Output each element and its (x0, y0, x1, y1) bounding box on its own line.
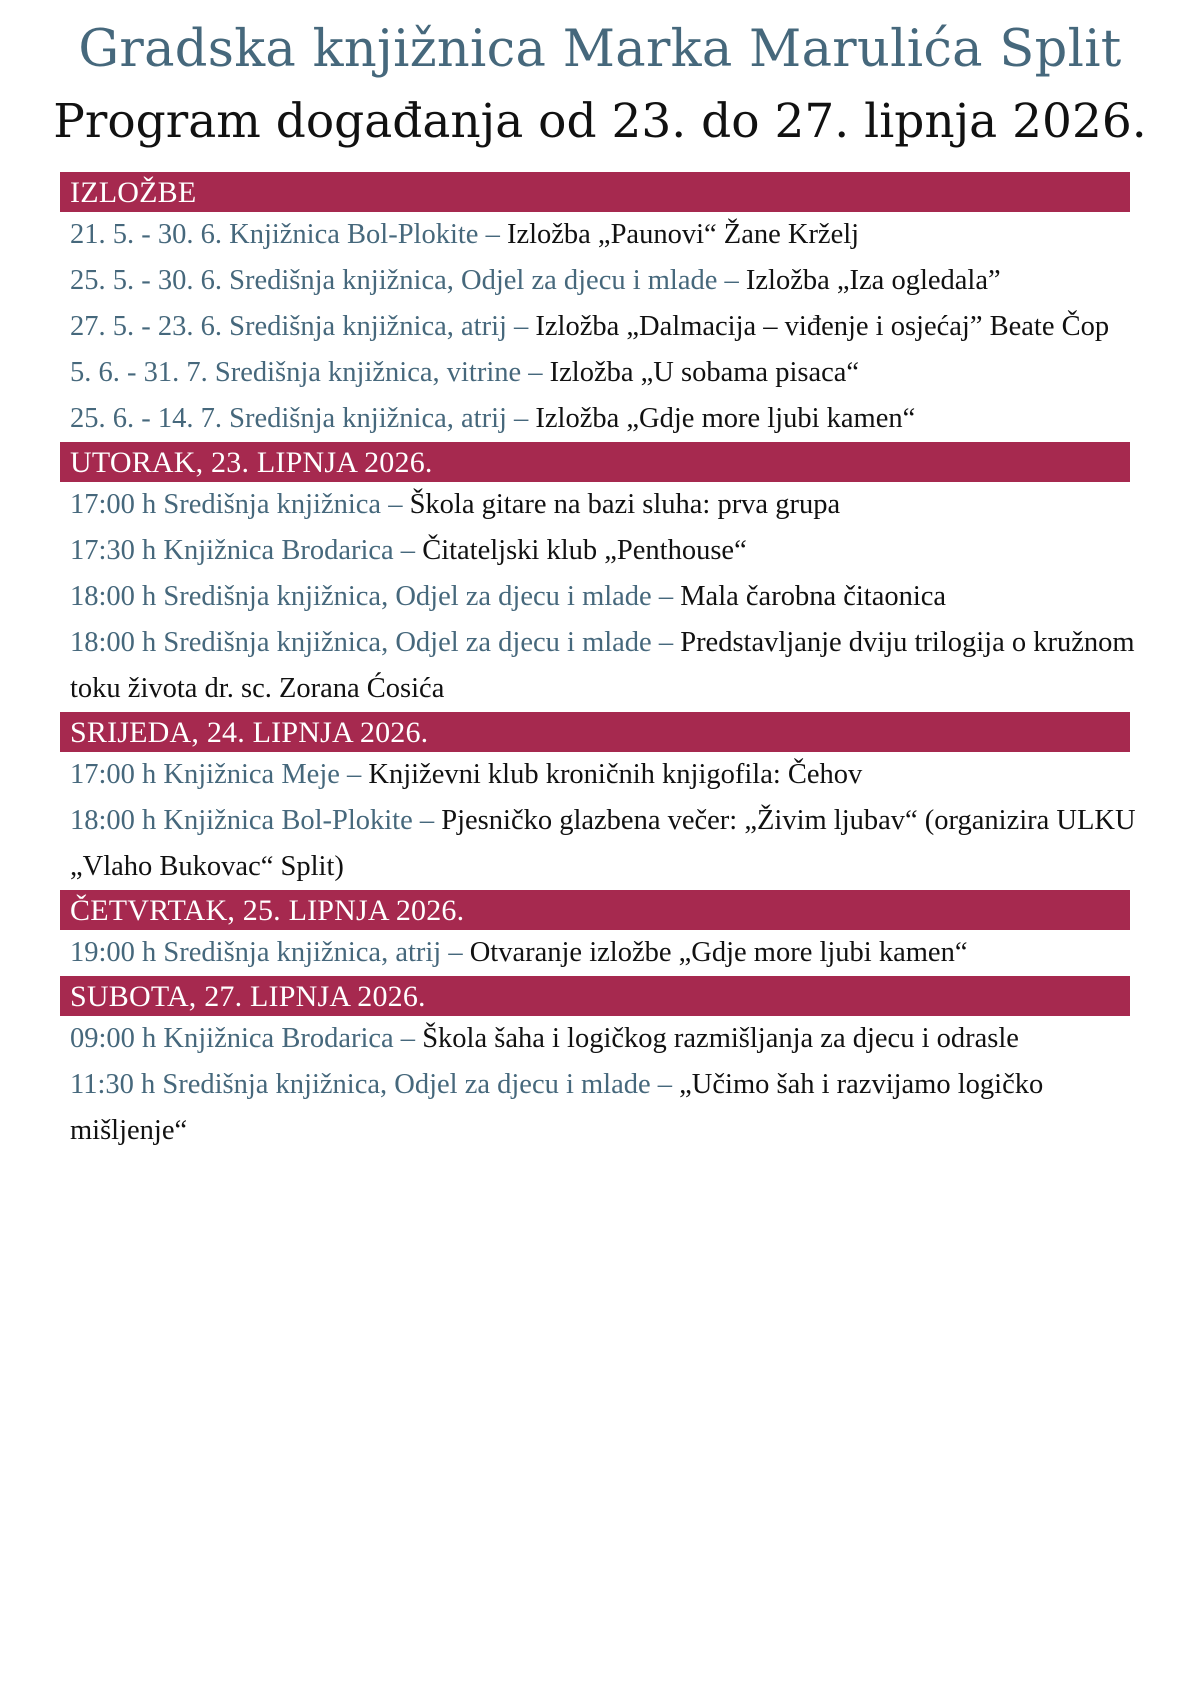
event-text: Predstavljanje dviju trilogija o kružnom toku života dr. sc. Zorana Ćosića (70, 627, 1135, 704)
event-lead: 18:00 h Središnja knjižnica, Odjel za djecu i mlade – (70, 581, 681, 612)
event-text: Čitateljski klub „Penthouse“ (422, 535, 747, 566)
event-text: Mala čarobna čitaonica (680, 581, 947, 612)
library-title: Gradska knjižnica Marka Marulića Split (78, 20, 1122, 79)
event-text: Izložba „Gdje more ljubi kamen“ (535, 403, 916, 434)
section-heading-exhibitions: IZLOŽBE (60, 172, 1130, 212)
event-entry (60, 1016, 1140, 1062)
event-entry (60, 798, 1140, 890)
section-heading-tuesday: UTORAK, 23. LIPNJA 2026. (60, 442, 1130, 482)
event-lead: 19:00 h Središnja knjižnica, atrij – (70, 937, 470, 968)
event-entry (60, 482, 1140, 528)
event-lead: 25. 5. - 30. 6. Središnja knjižnica, Odjel za djecu i mlade – (70, 265, 746, 296)
event-text: Izložba „Paunovi“ Žane Krželj (506, 219, 860, 250)
event-lead: 27. 5. - 23. 6. Središnja knjižnica, atrij – (70, 311, 536, 342)
section-heading-saturday: SUBOTA, 27. LIPNJA 2026. (60, 976, 1130, 1016)
event-entry (60, 212, 1140, 258)
event-entry (60, 574, 1140, 620)
event-lead: 18:00 h Knjižnica Bol-Plokite – (70, 805, 442, 836)
event-lead: 17:00 h Knjižnica Meje – (70, 759, 369, 790)
event-lead: 18:00 h Središnja knjižnica, Odjel za djecu i mlade – (70, 627, 681, 658)
event-entry (60, 1062, 1140, 1154)
event-entry (60, 930, 1140, 976)
event-text: Škola gitare na bazi sluha: prva grupa (409, 489, 841, 520)
event-lead: 21. 5. - 30. 6. Knjižnica Bol-Plokite – (70, 219, 507, 250)
event-entry (60, 752, 1140, 798)
event-lead: 11:30 h Središnja knjižnica, Odjel za djecu i mlade – (70, 1069, 680, 1100)
event-text: Škola šaha i logičkog razmišljanja za djecu i odrasle (422, 1023, 1019, 1054)
event-lead: 09:00 h Knjižnica Brodarica – (70, 1023, 423, 1054)
event-entry (60, 620, 1140, 712)
program-content (60, 172, 1140, 1154)
event-entry (60, 304, 1140, 350)
event-entry (60, 528, 1140, 574)
event-entry (60, 396, 1140, 442)
section-heading-thursday: ČETVRTAK, 25. LIPNJA 2026. (60, 890, 1130, 930)
event-text: „Učimo šah i razvijamo logičko mišljenje“ (70, 1069, 1044, 1146)
event-text: Otvaranje izložbe „Gdje more ljubi kamen“ (469, 937, 968, 968)
event-text: Izložba „Dalmacija – viđenje i osjećaj” Beate Čop (535, 311, 1110, 342)
event-lead: 25. 6. - 14. 7. Središnja knjižnica, atrij – (70, 403, 536, 434)
event-entry (60, 350, 1140, 396)
event-text: Pjesničko glazbena večer: „Živim ljubav“ (organizira ULKU „Vlaho Bukovac“ Split) (70, 805, 1136, 882)
event-lead: 5. 6. - 31. 7. Središnja knjižnica, vitrine – (70, 357, 550, 388)
event-entry (60, 258, 1140, 304)
event-text: Izložba „U sobama pisaca“ (549, 357, 860, 388)
program-subtitle: Program događanja od 23. do 27. lipnja 2026. (53, 94, 1147, 149)
section-heading-wednesday: SRIJEDA, 24. LIPNJA 2026. (60, 712, 1130, 752)
event-text: Izložba „Iza ogledala” (745, 265, 1001, 296)
event-lead: 17:30 h Knjižnica Brodarica – (70, 535, 423, 566)
event-lead: 17:00 h Središnja knjižnica – (70, 489, 410, 520)
event-text: Književni klub kroničnih knjigofila: Čehov (368, 759, 863, 790)
